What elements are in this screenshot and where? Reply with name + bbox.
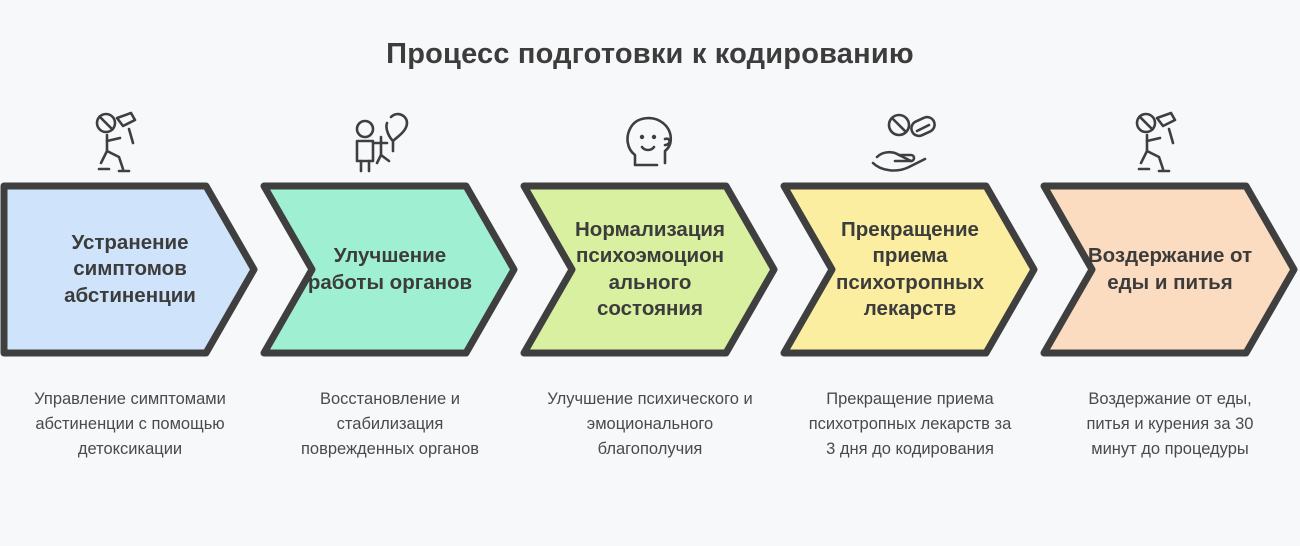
step-label: Улучшение работы органов xyxy=(307,244,473,294)
step-icon-container xyxy=(780,108,1040,186)
process-step[interactable] xyxy=(260,108,520,528)
step-icon-container xyxy=(1040,108,1300,186)
step-caption: Прекращение приема психотропных лекарств за 3 дня до кодирования xyxy=(808,390,1012,458)
step-icon-container xyxy=(0,108,260,186)
step-chevron[interactable] xyxy=(260,182,520,357)
chevron-shape xyxy=(0,182,260,357)
step-label: Нормализация психоэмоцион ального состояния xyxy=(575,218,725,320)
step-chevron[interactable] xyxy=(780,182,1040,357)
step-label: Устранение симптомов абстиненции xyxy=(64,231,196,307)
step-chevron[interactable] xyxy=(0,182,260,357)
step-caption: Восстановление и стабилизация поврежденных органов xyxy=(300,390,480,458)
hand-pills-icon xyxy=(867,111,953,183)
step-chevron[interactable] xyxy=(520,182,780,357)
step-label: Прекращение приема психотропных лекарств xyxy=(835,218,985,320)
process-step[interactable] xyxy=(520,108,780,528)
chevron-shape xyxy=(520,182,780,357)
chevron-shape xyxy=(780,182,1040,357)
step-caption: Улучшение психического и эмоционального благополучия xyxy=(547,390,753,458)
step-label: Воздержание от еды и питья xyxy=(1087,244,1253,294)
step-caption: Воздержание от еды, питья и курения за 30 минут до процедуры xyxy=(1086,390,1254,458)
process-step[interactable] xyxy=(0,108,260,528)
step-icon-container xyxy=(520,108,780,186)
process-step[interactable] xyxy=(1040,108,1300,528)
chevron-shape xyxy=(1040,182,1300,357)
no-food-drink-icon xyxy=(1127,111,1213,183)
person-organs-icon xyxy=(347,111,433,183)
chevron-shape xyxy=(260,182,520,357)
step-caption: Управление симптомами абстиненции с помощью детоксикации xyxy=(34,390,226,458)
process-step[interactable] xyxy=(780,108,1040,528)
page-title: Процесс подготовки к кодированию xyxy=(386,38,914,70)
head-mind-icon xyxy=(607,111,693,183)
step-icon-container xyxy=(260,108,520,186)
step-chevron[interactable] xyxy=(1040,182,1300,357)
process-flow-diagram xyxy=(0,108,1300,528)
person-withdrawal-icon xyxy=(87,111,173,183)
